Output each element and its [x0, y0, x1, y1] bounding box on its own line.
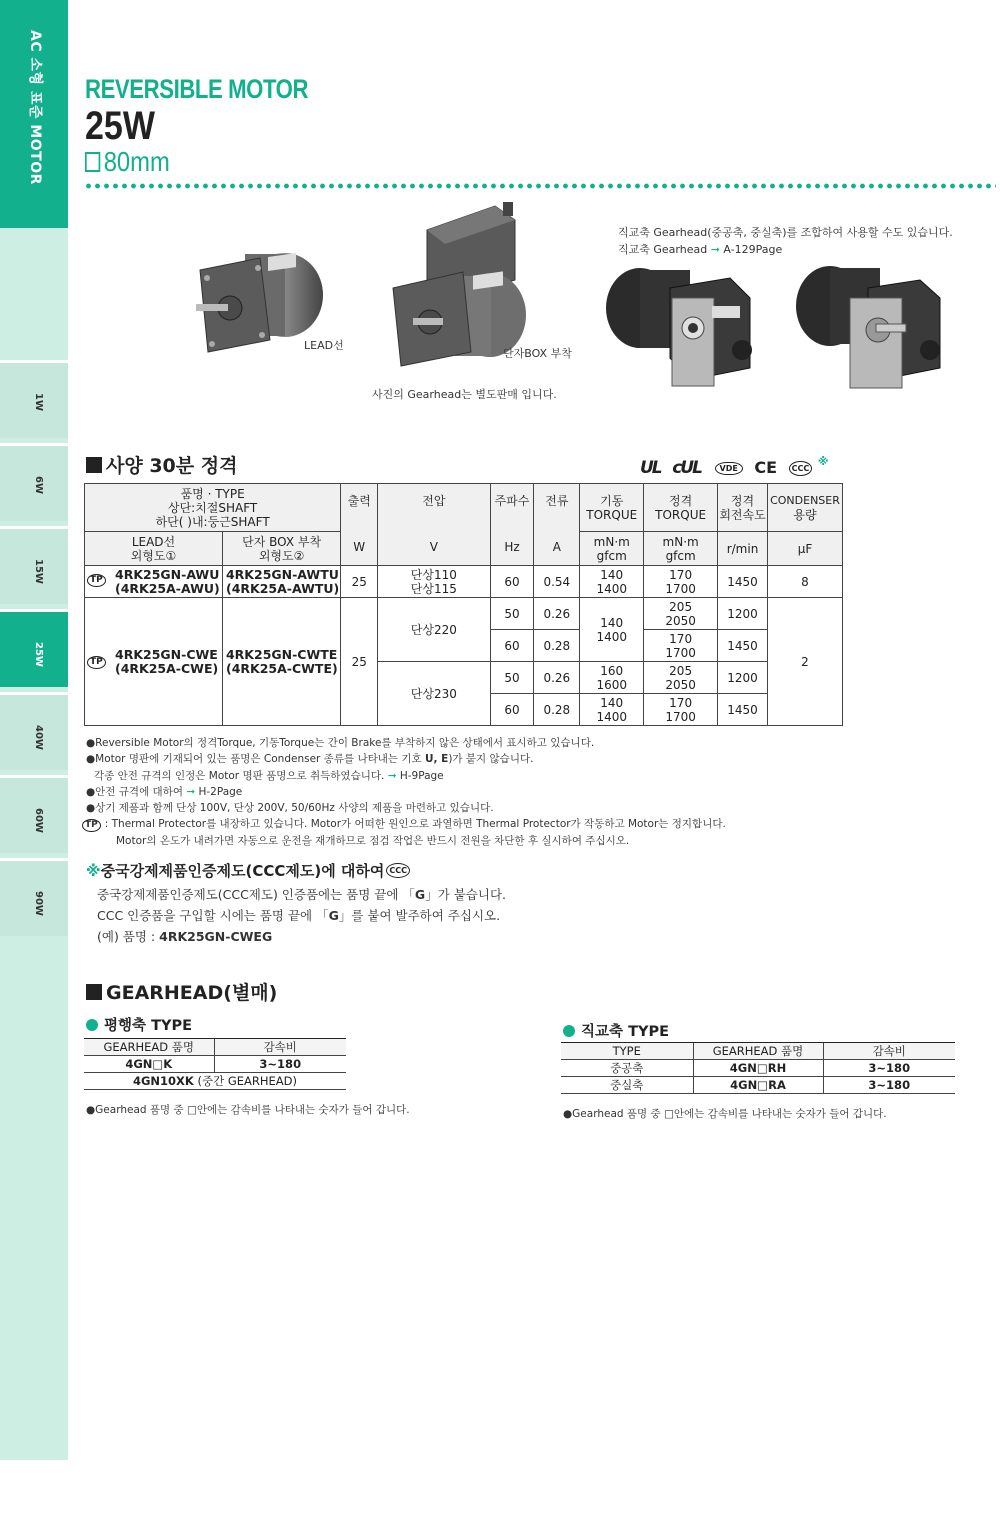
arrow-icon: ➞ [186, 785, 196, 798]
gearhead-section-title: GEARHEAD(별매) [86, 978, 277, 1005]
table-row: 4GN10XK (중간 GEARHEAD) [84, 1073, 346, 1090]
table-row: 중공축 4GN□RH 3~180 [561, 1060, 955, 1077]
ce-mark-icon: CE [754, 458, 778, 477]
output-header: 출력 W [341, 484, 378, 566]
product-title: REVERSIBLE MOTOR [85, 74, 309, 104]
start-torque-header: 기동 TORQUE [580, 484, 644, 532]
rated-speed-header: 정격 회전속도 [718, 484, 768, 532]
product-watt: 25W [85, 104, 155, 148]
page-ref-link[interactable]: H-9Page [399, 769, 444, 782]
right-angle-gearhead-table: TYPE GEARHEAD 품명 감속비 중공축 4GN□RH 3~180 중실축 4GN□RA 3~180 [561, 1042, 955, 1094]
cert-asterisk: ※ [817, 455, 829, 468]
lead-model-cell: TP 4RK25GN-AWU (4RK25A-AWU) [85, 566, 223, 598]
current-header: 전류 A [534, 484, 580, 566]
square-bullet-icon [86, 457, 102, 473]
table-row: 60 0.28 170 1700 1450 [85, 630, 843, 662]
right-angle-gearhead-note: ●Gearhead 품명 중 □안에는 감속비를 나타내는 숫자가 들어 갑니다. [563, 1108, 887, 1120]
right-angle-note: 직교축 Gearhead(중공축, 중실축)를 조합하여 사용할 수도 있습니다. [618, 226, 953, 239]
tab-60w[interactable]: 60W [0, 775, 68, 853]
box-model-cell: 4RK25GN-CWTE (4RK25A-CWTE) [222, 598, 340, 726]
table-row: 중실축 4GN□RA 3~180 [561, 1077, 955, 1094]
frequency-header: 주파수 Hz [490, 484, 534, 566]
square-icon [85, 152, 100, 172]
circle-bullet-icon [86, 1019, 98, 1031]
name-type-header: 품명 · TYPE 상단:치절SHAFT 하단( )내:둥근SHAFT [85, 484, 341, 532]
tab-1w[interactable]: 1W [0, 360, 68, 438]
category-tab [0, 0, 68, 228]
rated-torque-header: 정격 TORQUE [644, 484, 718, 532]
condenser-header: CONDENSER 용량 [767, 484, 842, 532]
parallel-gearhead-table: GEARHEAD 품명 감속비 4GN□K 3~180 4GN10XK (중간 GEARHEAD) [84, 1038, 346, 1090]
square-bullet-icon [86, 984, 102, 1000]
parallel-type-title: 평행축 TYPE [86, 1014, 192, 1035]
cul-mark-icon: cUL [672, 458, 701, 478]
speed-unit: r/min [718, 532, 768, 566]
ul-mark-icon: UL [640, 458, 661, 478]
box-header: 단자 BOX 부착 외형도② [222, 532, 340, 566]
lead-model-cell: TP 4RK25GN-CWE (4RK25A-CWE) [85, 598, 223, 726]
table-row: 60 0.28 140 1400 170 1700 1450 [85, 694, 843, 726]
right-angle-type-title: 직교축 TYPE [563, 1020, 669, 1041]
tab-6w[interactable]: 6W [0, 443, 68, 521]
thermal-protector-icon: TP [87, 574, 106, 587]
table-row: 단상230 50 0.26 160 1600 205 2050 1200 [85, 662, 843, 694]
gearhead-hollow-photo [600, 258, 770, 403]
box-model-cell: 4RK25GN-AWTU (4RK25A-AWTU) [222, 566, 340, 598]
parallel-gearhead-note: ●Gearhead 품명 중 □안에는 감속비를 나타내는 숫자가 들어 갑니다. [86, 1104, 410, 1116]
page-ref-link[interactable]: A-129Page [723, 243, 783, 256]
page-ref-link[interactable]: H-2Page [198, 785, 243, 798]
tab-90w[interactable]: 90W [0, 858, 68, 936]
certification-marks [640, 455, 829, 478]
voltage-header: 전압 V [378, 484, 490, 566]
ccc-mark-icon: CCC [386, 863, 410, 878]
lead-caption: LEAD선 [304, 339, 344, 352]
gearhead-sold-separately-note: 사진의 Gearhead는 별도판매 입니다. [372, 388, 557, 401]
condenser-unit: μF [767, 532, 842, 566]
tab-25w[interactable]: 25W [0, 609, 68, 687]
spec-table [84, 483, 843, 726]
spec-section-title: 사양 30분 정격 [86, 451, 237, 478]
spec-notes: ●Reversible Motor의 정격Torque, 기동Torque는 간이 Brake를 부착하지 않은 상태에서 표시하고 있습니다. ●Motor 명판에 기재되어 있는 품명은 Condenser 종류를 나타내는 기호 U, E)가 붙지 않습니다. 각종 안전 규격의 인정은 Motor 명판 품명으로 취득하였습니다. ➞ H-9Page ●안전 규격에 대하여 ➞ H-2Page ●상기 제품과 함께 단상 100V, 단상 200V, 50/60Hz 사양의 제품을 마련하고 있습니다. TP : Thermal Protector를 내장하고 있습니다. Motor가 어떠한 원인으로 과열하면 Thermal Protector가 작동하고 Motor는 정지합니다. Motor의 온도가 내려가면 자동으로 운전을 재개하므로 점검 작업은 반드시 전원을 차단한 후 실시하여 주십시오. [86, 735, 726, 849]
side-tab-strip [0, 0, 68, 1460]
ccc-mark-icon: CCC [789, 461, 813, 476]
ccc-title: ※중국강제제품인증제도(CCC제도)에 대하여 CCC [86, 860, 410, 881]
tab-40w[interactable]: 40W [0, 692, 68, 770]
circle-bullet-icon [563, 1025, 575, 1037]
thermal-protector-icon: TP [87, 656, 106, 669]
lead-header: LEAD선 외형도① [85, 532, 223, 566]
start-unit: mN·m gfcm [580, 532, 644, 566]
table-row: TP 4RK25GN-AWU (4RK25A-AWU) 4RK25GN-AWTU (4RK25A-AWTU) 25 단상110 단상115 60 0.54 140 1400 170 1700 1450 8 [85, 566, 843, 598]
arrow-icon: ➞ [387, 769, 397, 782]
category-label: AC 소형 표준 MOTOR [27, 30, 43, 185]
box-caption: 단자BOX 부착 [503, 347, 572, 360]
dotted-divider [84, 182, 996, 190]
arrow-icon: ➞ [710, 243, 720, 256]
right-angle-ref: 직교축 Gearhead ➞ A-129Page [618, 243, 783, 256]
table-row: 4GN□K 3~180 [84, 1056, 346, 1073]
ccc-body: 중국강제제품인증제도(CCC제도) 인증품에는 품명 끝에 「G」가 붙습니다. CCC 인증품을 구입할 시에는 품명 끝에 「G」를 붙여 발주하여 주십시오. (예) 품명 : 4RK25GN-CWEG [97, 887, 507, 944]
rated-unit: mN·m gfcm [644, 532, 718, 566]
vde-mark-icon: VDE [715, 462, 743, 475]
tab-15w[interactable]: 15W [0, 526, 68, 604]
product-size: 80mm [85, 146, 170, 178]
table-row: TP 4RK25GN-CWE (4RK25A-CWE) 4RK25GN-CWTE (4RK25A-CWTE) 25 단상220 50 0.26 140 1400 205 2050 1200 2 [85, 598, 843, 630]
gearhead-solid-photo [790, 258, 950, 403]
thermal-protector-icon: TP [82, 819, 101, 832]
